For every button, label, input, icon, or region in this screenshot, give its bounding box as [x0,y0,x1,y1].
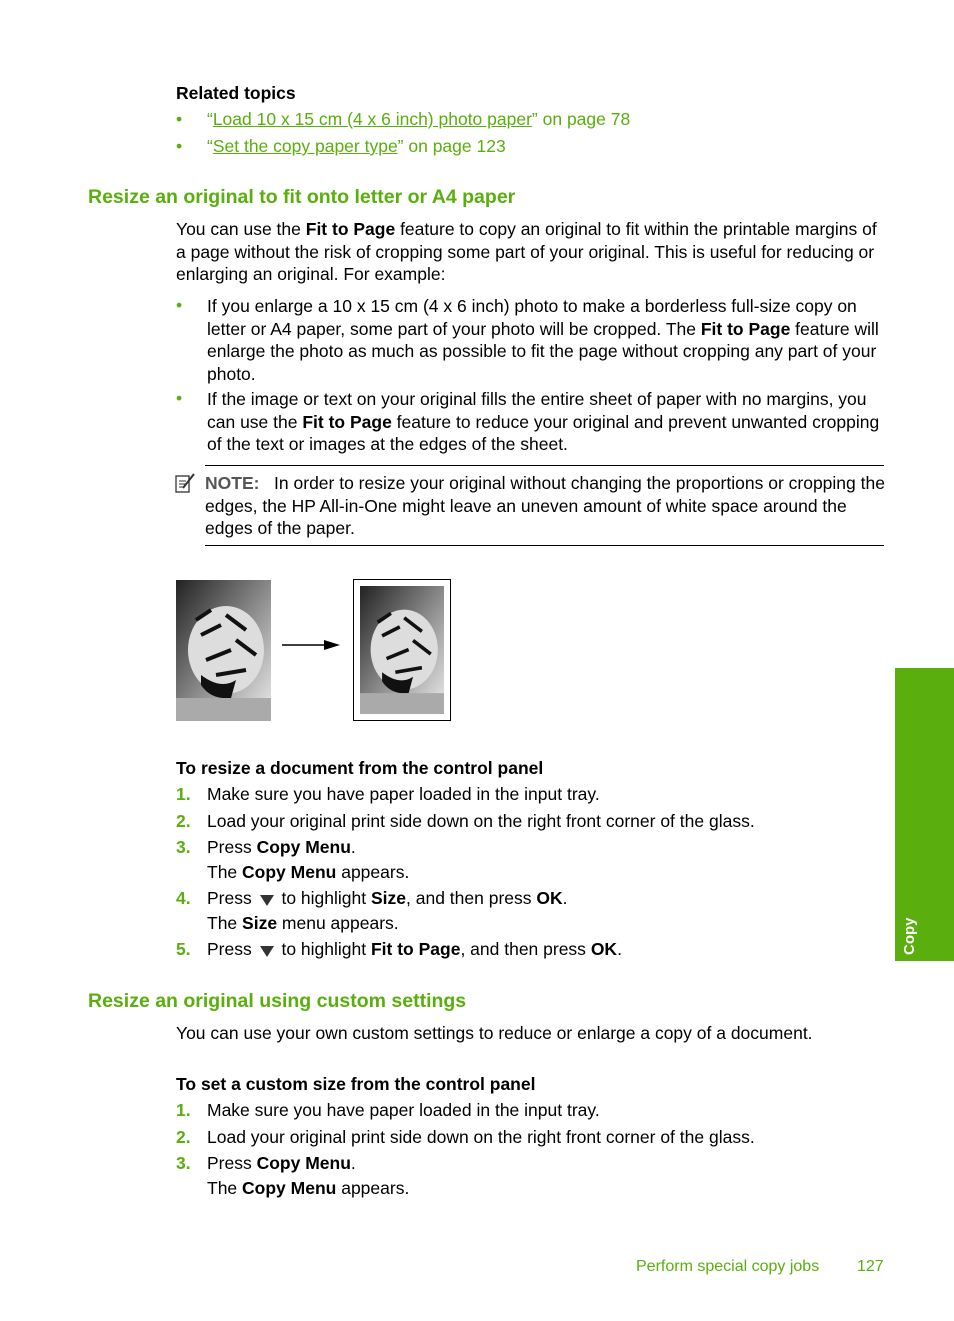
text: If you enlarge a 10 x 15 cm (4 x 6 inch) photo to make a borderless full-size copy on letter or A4 paper, some part of your photo will be cropped. The [207,296,857,339]
step-number: 4. [176,888,191,908]
text: menu appears. [277,913,399,933]
text: to highlight [276,888,371,908]
section2-intro: You can use your own custom settings to reduce or enlarge a copy of a document. [176,1023,813,1043]
text: . [562,888,568,908]
note-label: NOTE: [205,473,260,493]
page-reference: ” on page 123 [397,136,506,156]
text: Press [207,837,257,857]
bold-term: Copy Menu [242,862,337,882]
step-number: 3. [176,837,191,857]
step-text: Make sure you have paper loaded in the input tray. [207,784,600,804]
step-result [207,913,399,934]
bullet-text [207,388,887,456]
bold-term: OK [590,939,618,959]
step-number: 5. [176,939,191,959]
bold-term: Copy Menu [242,1178,337,1198]
quote-open: “ [207,136,213,156]
note-text [205,472,887,540]
link-load-photo-paper[interactable]: Load 10 x 15 cm (4 x 6 inch) photo paper [212,109,532,129]
related-topics-heading: Related topics [176,83,296,103]
step-text [207,837,356,858]
text: Press [207,888,257,908]
step-text: Load your original print side down on the right front corner of the glass. [207,811,755,831]
page-reference: ” on page 78 [531,109,631,129]
procedure-title-resize: To resize a document from the control panel [176,758,544,778]
text: . [350,1153,356,1173]
resized-tiger-photo [360,586,444,714]
bold-term: Size [370,888,407,908]
step-text: Make sure you have paper loaded in the input tray. [207,1100,600,1120]
bullet-text [207,295,887,385]
text: . [617,939,622,959]
text: to highlight [276,939,371,959]
text: feature to reduce your original and prevent unwanted cropping of the text or images at the edges of the sheet. [207,411,880,454]
text: The [207,913,243,933]
related-link-item [207,109,630,130]
bold-term: Fit to Page [302,411,392,432]
step-number: 1. [176,1100,191,1120]
text: The [207,862,243,882]
step-number: 2. [176,811,191,831]
related-link-item [207,136,506,157]
section1-intro [176,218,886,286]
bullet: • [176,388,183,408]
bullet: • [176,136,183,156]
text: In order to resize your original without changing the proportions or cropping the edges, the HP All-in-One might leave an uneven amount of white space around the edges of the paper. [205,473,885,538]
step-text [207,888,568,909]
bold-term: Size [242,913,278,933]
text: appears. [336,1178,410,1198]
arrow-icon [282,636,342,657]
text: , and then press [406,888,537,908]
step-number: 3. [176,1153,191,1173]
link-set-copy-paper-type[interactable]: Set the copy paper type [212,136,398,156]
bullet: • [176,109,183,129]
text: Press [207,939,257,959]
section-title-fit-to-page: Resize an original to fit onto letter or A4 paper [88,186,516,208]
note-icon [174,472,196,499]
text: feature to copy an original to fit within the printable margins of a page without the risk of cropping some part of your original. This is useful for reducing or enlarging an original. For example: [176,219,877,284]
note-bottom-rule [205,545,884,546]
page-outline [353,579,451,721]
bold-term: Copy Menu [256,1153,351,1173]
side-tab-label: Copy [901,917,918,955]
bold-term: Fit to Page [700,318,791,339]
step-text [207,939,622,960]
bold-term: OK [536,888,563,908]
text: feature will enlarge the photo as much as possible to fit the page without cropping any part of your photo. [207,318,879,384]
procedure-title-custom: To set a custom size from the control panel [176,1074,536,1094]
text: , and then press [460,939,591,959]
text: You can use the [176,219,306,239]
down-arrow-icon [260,895,274,906]
bold-term: Fit to Page [370,939,461,959]
down-arrow-icon [260,946,274,957]
page-number: 127 [857,1258,884,1275]
bullet: • [176,295,183,315]
text: If the image or text on your original fills the entire sheet of paper with no margins, you can use the [207,389,867,432]
step-number: 2. [176,1127,191,1147]
footer-section-name: Perform special copy jobs [636,1258,820,1275]
step-text: Load your original print side down on the right front corner of the glass. [207,1127,755,1147]
text: . [350,837,356,857]
text: Press [207,1153,257,1173]
quote-open: “ [207,109,213,129]
original-tiger-photo [176,580,271,721]
text: The [207,1178,243,1198]
bold-term: Fit to Page [305,219,396,239]
section-title-custom-settings: Resize an original using custom settings [88,990,467,1012]
side-tab [895,668,954,961]
bold-term: Copy Menu [256,837,351,857]
step-text [207,1153,356,1174]
step-result [207,1178,409,1199]
step-result [207,862,409,883]
step-number: 1. [176,784,191,804]
note-top-rule [205,465,884,466]
text: appears. [336,862,410,882]
